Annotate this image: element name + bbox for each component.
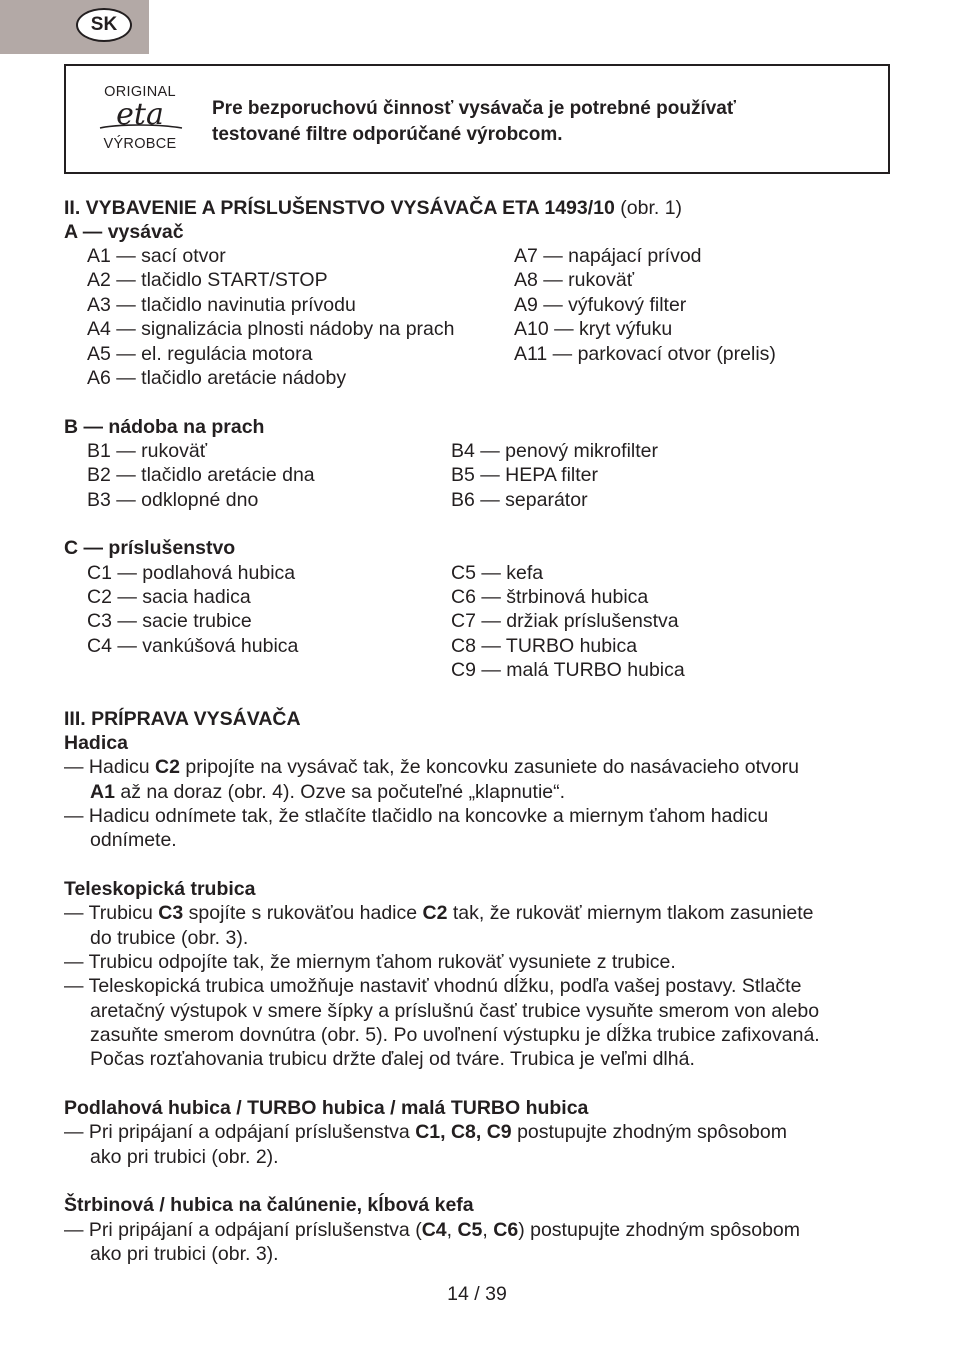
group-a-title: A — vysávač bbox=[64, 221, 184, 243]
list-item: C1 — podlahová hubica bbox=[87, 562, 296, 584]
text-run: — Pri pripájaní a odpájaní príslušenstva ( bbox=[64, 1219, 422, 1241]
part-ref: A1 bbox=[90, 781, 115, 803]
text-run: spojíte s rukoväťou hadice bbox=[183, 902, 423, 924]
part-ref: C4 bbox=[421, 1219, 447, 1241]
part-ref: C5 bbox=[457, 1219, 483, 1241]
list-item: A9 — výfukový filter bbox=[514, 294, 687, 316]
tube-paragraph-1-cont: do trubice (obr. 3). bbox=[90, 927, 249, 949]
section-2-figure-ref: (obr. 1) bbox=[614, 197, 683, 219]
text-run: tak, že rukoväť miernym tlakom zasuniete bbox=[447, 902, 814, 924]
floor-nozzle-paragraph-cont: ako pri trubici (obr. 2). bbox=[90, 1146, 279, 1168]
hose-paragraph-1-cont bbox=[90, 780, 565, 804]
section-2-heading bbox=[64, 196, 682, 220]
page-number: 14 / 39 bbox=[447, 1283, 507, 1305]
text-run: ) postupujte zhodným spôsobom bbox=[518, 1219, 801, 1241]
list-item: C8 — TURBO hubica bbox=[451, 635, 638, 657]
part-ref: C2 bbox=[422, 902, 448, 924]
list-item: A5 — el. regulácia motora bbox=[87, 343, 313, 365]
tube-paragraph-3-cont: zasuňte smerom dovnútra (obr. 5). Po uvoľnení výstupku je dĺžka trubice zafixovaná. bbox=[90, 1024, 820, 1046]
tube-title: Teleskopická trubica bbox=[64, 878, 256, 900]
crevice-nozzle-paragraph bbox=[64, 1218, 800, 1242]
notice-box bbox=[64, 64, 890, 174]
list-item: C4 — vankúšová hubica bbox=[87, 635, 299, 657]
text-run: — Trubicu bbox=[64, 902, 159, 924]
tube-paragraph-3-cont: Počas rozťahovania trubicu držte ďalej od tváre. Trubica je veľmi dlhá. bbox=[90, 1048, 695, 1070]
list-item: B4 — penový mikrofilter bbox=[451, 440, 658, 462]
hose-paragraph-2-cont: odnímete. bbox=[90, 829, 177, 851]
logo-swash-icon bbox=[98, 122, 184, 132]
list-item: A10 — kryt výfuku bbox=[514, 318, 673, 340]
hose-paragraph-2: — Hadicu odnímete tak, že stlačíte tlačidlo na koncovke a miernym ťahom hadicu bbox=[64, 805, 769, 827]
language-badge: SK bbox=[76, 8, 132, 42]
notice-text-line: testované filtre odporúčané výrobcom. bbox=[212, 124, 563, 145]
crevice-nozzle-title: Štrbinová / hubica na čalúnenie, kĺbová kefa bbox=[64, 1194, 474, 1216]
list-item: C9 — malá TURBO hubica bbox=[451, 659, 685, 681]
crevice-nozzle-paragraph-cont: ako pri trubici (obr. 3). bbox=[90, 1243, 279, 1265]
group-c-title: C — príslušenstvo bbox=[64, 537, 236, 559]
list-item: B2 — tlačidlo aretácie dna bbox=[87, 464, 315, 486]
text-run: pripojíte na vysávač tak, že koncovku zasuniete do nasávacieho otvoru bbox=[179, 756, 799, 778]
text-run: — Pri pripájaní a odpájaní príslušenstva bbox=[64, 1121, 416, 1143]
part-ref: C3 bbox=[158, 902, 184, 924]
language-tab bbox=[0, 0, 149, 54]
list-item: A7 — napájací prívod bbox=[514, 245, 702, 267]
part-ref: C2 bbox=[155, 756, 180, 778]
list-item: B5 — HEPA filter bbox=[451, 464, 599, 486]
tube-paragraph-1 bbox=[64, 901, 814, 925]
list-item: B1 — rukoväť bbox=[87, 440, 208, 462]
list-item: C7 — držiak príslušenstva bbox=[451, 610, 679, 632]
tube-paragraph-3: — Teleskopická trubica umožňuje nastaviť vhodnú dĺžku, podľa vašej postavy. Stlačte bbox=[64, 975, 802, 997]
notice-text bbox=[212, 96, 852, 148]
list-item: C3 — sacie trubice bbox=[87, 610, 252, 632]
list-item: A2 — tlačidlo START/STOP bbox=[87, 269, 328, 291]
list-item: A1 — sací otvor bbox=[87, 245, 226, 267]
text-run: , bbox=[446, 1219, 458, 1241]
text-run: , bbox=[482, 1219, 494, 1241]
list-item: A3 — tlačidlo navinutia prívodu bbox=[87, 294, 356, 316]
part-ref: C1, C8, C9 bbox=[415, 1121, 512, 1143]
text-run: — Hadicu bbox=[64, 756, 156, 778]
logo-eta-word: eta bbox=[116, 97, 164, 132]
list-item: C6 — štrbinová hubica bbox=[451, 586, 649, 608]
section-3-heading: III. PRÍPRAVA VYSÁVAČA bbox=[64, 708, 301, 730]
text-run: postupujte zhodným spôsobom bbox=[511, 1121, 787, 1143]
list-item: C2 — sacia hadica bbox=[87, 586, 251, 608]
list-item: B3 — odklopné dno bbox=[87, 489, 259, 511]
hose-title: Hadica bbox=[64, 732, 128, 754]
group-b-title: B — nádoba na prach bbox=[64, 416, 265, 438]
list-item: A11 — parkovací otvor (prelis) bbox=[514, 343, 776, 365]
logo-original-label: ORIGINAL bbox=[104, 84, 176, 100]
list-item: A8 — rukoväť bbox=[514, 269, 635, 291]
section-2-title: II. VYBAVENIE A PRÍSLUŠENSTVO VYSÁVAČA ETA 1493/10 bbox=[64, 197, 615, 219]
tube-paragraph-2: — Trubicu odpojíte tak, že miernym ťahom rukoväť vysuniete z trubice. bbox=[64, 951, 676, 973]
list-item: A4 — signalizácia plnosti nádoby na prach bbox=[87, 318, 455, 340]
list-item: C5 — kefa bbox=[451, 562, 544, 584]
floor-nozzle-paragraph bbox=[64, 1120, 787, 1144]
text-run: až na doraz (obr. 4). Ozve sa počuteľné „klapnutie“. bbox=[114, 781, 566, 803]
part-ref: C6 bbox=[493, 1219, 519, 1241]
floor-nozzle-title: Podlahová hubica / TURBO hubica / malá TURBO hubica bbox=[64, 1097, 589, 1119]
original-eta-logo bbox=[90, 80, 190, 160]
logo-vyrobce-label: VÝROBCE bbox=[103, 136, 177, 152]
list-item: A6 — tlačidlo aretácie nádoby bbox=[87, 367, 347, 389]
hose-paragraph-1 bbox=[64, 755, 799, 779]
list-item: B6 — separátor bbox=[451, 489, 588, 511]
tube-paragraph-3-cont: aretačný výstupok v smere šípky a príslušnú časť trubice vysuňte smerom von alebo bbox=[90, 1000, 820, 1022]
notice-text-line: Pre bezporuchovú činnosť vysávača je potrebné používať bbox=[212, 98, 736, 119]
